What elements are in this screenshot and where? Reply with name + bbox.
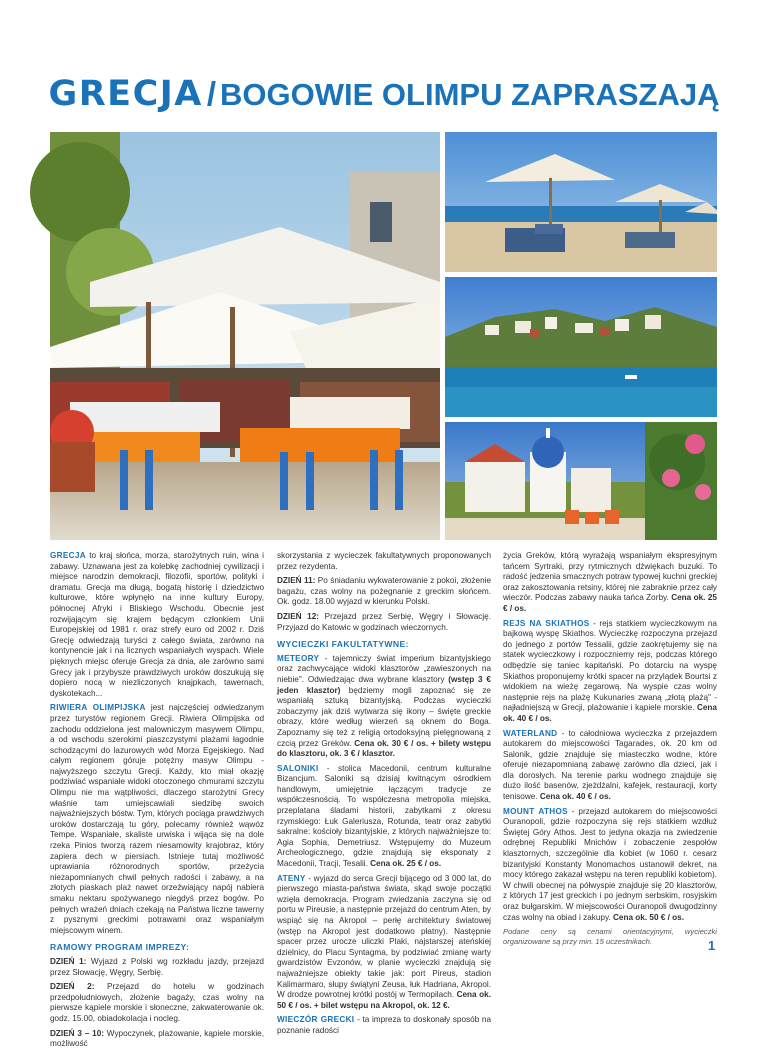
ateny-paragraph [277,874,491,1012]
ateny-highlight: ATENY [277,873,306,883]
day-1-text: Wyjazd z Polski wg rozkładu jazdy, przejazd przez Słowację, Węgry, Serbię. [50,956,264,977]
price-note: Podane ceny są cenami orientacyjnymi, wycieczki organizowane są przy min. 15 uczestnikach. [503,927,717,946]
intro-highlight: GRECJA [50,551,86,560]
day-3-text: Wypoczynek, plażowanie, kąpiele morskie, możliwość [50,1028,264,1049]
saloniki-price: Cena ok. 25 € / os. [370,859,442,869]
meteory-entry-note: (wstęp 3 € jeden klasztor) [277,674,491,695]
athos-text: - przejazd autokarem do miejscowości Ouranopoli, gdzie rozpoczyna się rejs statkiem wzdłuż Świętej Góry Athos. Jest to jedyna okazja na zwiedzenie odrębnej Republiki Mnichów i zobaczenie zespołów klasztornych, szczególnie dla kobiet (w 1060 r. cesarz bizantyjski Konstanty Monomachos ustanowił dekret, na mocy którego zakazał wstępu na teren republiki kobietom). W chwili obecnej na półwyspie znajduje się 20 klasztorów, z których 17 jest greckich i po jednym serbskim, rosyjskim oraz bułgarskim. W miejscowości Ouranopoli dwugodzinny czas wolny na obiad i zakupy. [503,806,717,922]
ateny-text: - wyjazd do serca Grecji bijącego od 3 000 lat, do pierwszego miasta-państwa świata, skąd swoje początki wzięła demokracja. Program zwiedzania zaczyna się od portu w Pireusie, a następnie przejazd do centrum Aten, by wspiąć się na Akropol – perłę architektury światowej (wstęp na Akropol jest dodatkowo płatny). Następnie spacer przez urocze uliczki Plaki, najstarszej ateńskiej dzielnicy, do Placu Syntagma, by podziwiać zmianę warty gwardzistów Evzonów, w planie wycieczki znajdują się najważniejsze obiekty takie jak: port Pireus, stadion Kalimarmaro, słupy świątyni Zeusa, łuk Hadriana, Akropol. W drodze powrotnej krótki postój w Termopilach. [277,873,491,1000]
wieczor-paragraph [277,1015,491,1036]
day-2-text: Przejazd do hotelu w godzinach przedpołudniowych, złożenie bagaży, czas wolny na pierwsze kąpiele morskie i słoneczne, zakwaterowanie ok. godz. 15.00, obiadokolacja i nocleg. [50,982,264,1023]
saloniki-highlight: SALONIKI [277,763,319,773]
waterland-price: Cena ok. 40 € / os. [539,792,611,802]
day-11-label: DZIEŃ 11: [277,576,316,586]
meteory-price: Cena ok. 30 € / os. + bilety wstępu do klasztoru, ok. 3 € / klasztor. [277,738,492,759]
meteory-paragraph [277,654,491,760]
title-main: GRECJA [48,74,203,114]
page-title [0,74,768,114]
rejs-paragraph [503,619,717,725]
athos-paragraph [503,807,717,924]
rejs-price: Cena ok. 40 € / os. [503,703,717,723]
waterland-text: - to całodniowa wycieczka z przejazdem autokarem do miejscowości Tagarades, ok. 20 km od Salonik, gdzie znajduje się miasteczko wodne, które oferuje niezapomnianą zabawę zarówno dla dzieci, jak i dla dorosłych. Na terenie parku wodnego znajduje się dużo ilość basenów, zjeżdżalni, kafejek, restauracji, korty tenisowe. [503,728,717,802]
day-12 [277,612,491,633]
title-subtitle: BOGOWIE OLIMPU ZAPRASZAJĄ [220,77,720,112]
meteory-text-2: będziemy mogli zapoznać się ze wspaniałą sztuką bizantyjską. Podczas wycieczki zobaczymy jak dziś wytwarza się ikony – święte greckie obrazy, które według wierzeń są oknem do Boga. Zapoznamy się też z religią ortodoksyjną pielęgnowaną z czcią przez Greków. [277,685,491,748]
page-number: 1 [708,938,716,953]
program-heading: RAMOWY PROGRAM IMPREZY: [50,942,190,953]
restaurant-photo [50,132,440,540]
rejs-text: - rejs statkiem wycieczkowym na bajkową wyspę Skiathos. Wycieczkę rozpoczyna przejazd do jednego z portów Tessalii, gdzie zaokrętujemy się na statek wycieczkowy i rozpoczniemy rejs, podczas którego odbędzie się taniec kapitański. Po dotarciu na wyspę Skiathos proponujemy krótki spacer na przylądek Bourtsi z widokiem na wieżę zegarową. Na wyspie czas wolny następnie rejs na plażę Kukunaries zwaną „złotą plażą" - najładniejszą w Grecji, plażowanie i kąpiele morskie. [503,618,717,713]
saloniki-paragraph [277,764,491,870]
ateny-price: Cena ok. 50 € / os. + bilet wstępu na Akropol, ok. 12 €. [277,990,491,1010]
text-column-1 [50,551,264,1054]
text-column-3 [503,551,717,951]
meteory-text: - tajemniczy świat imperium bizantyjskiego oraz zachwycające widoki klasztorów „zawieszonych na niebie". Odwiedzając dwa wybrane klasztory [277,653,491,684]
day-3-10 [50,1029,264,1050]
riviera-text: jest najczęściej odwiedzanym przez turystów regionem Grecji. Riwiera Olimpijska od zachodu oddzielona jest malowniczym masywem Olimpu, a od wschodu szerokimi piaszczystymi plażami łagodnie schodzącymi do lazurowych wód Morza Egejskiego. Nad całym regionem góruje potężny masyw Olimpu - najwyższego szczytu Grecji. Każdy, kto miał okazję podziwiać wspaniałe widoki otoczonego chmurami szczytu Olimpu nie ma wątpliwości, dlaczego starożytni Grecy właśnie tam umiejscawiali siedzibę swoich najważniejszych bóstw. Tym, których pociąga prawdziwych uroków dostarczają tu góry, polecamy również wąwóz Tempe. Wspaniałe, skaliste urwiska i wijąca się na dole rzeka Pinios tworzą razem niesamowity krajobraz, który zapiera dech w piersiach. Istnieje tutaj możliwość uprawiania różnorodnych sportów, przeżycia niezapomnianych chwil pełnych radości i zabawy, a na złotych piaskach plaż nawet orzeźwiający napój nabiera smaku nektaru spożywanego niegdyś przez bogów. Po pełnych wrażeń dniach czekają na Państwa liczne tawerny z pysznymi greckimi potrawami oraz wspaniałym miejscowym winem. [50,703,264,935]
athos-highlight: MOUNT ATHOS [503,806,568,816]
day-2-label: DZIEŃ 2: [50,982,95,992]
title-slash: / [206,75,217,112]
continuation-text: skorzystania z wycieczek fakultatywnych proponowanych przez rezydenta. [277,551,491,571]
optional-trips-heading: WYCIECZKI FAKULTATYWNE: [277,639,409,650]
day-11 [277,576,491,608]
riviera-highlight: RIWIERA OLIMPIJSKA [50,703,146,713]
riviera-paragraph [50,703,264,936]
athos-price: Cena ok. 50 € / os. [612,912,684,922]
church-photo [445,422,717,540]
day-3-label: DZIEŃ 3 – 10: [50,1028,104,1038]
text-column-2 [277,551,491,1041]
day-12-text: Przejazd przez Serbię, Węgry i Słowację. Przyjazd do Katowic w godzinach wieczornych. [277,611,492,632]
day-11-text: Po śniadaniu wykwaterowanie z pokoi, złożenie bagażu, czas wolny na pożegnanie z greckim słońcem. Ok. godz. 18.00 wyjazd w kierunku Polski. [277,576,492,607]
day-1 [50,957,264,978]
intro-text: to kraj słońca, morza, starożytnych ruin, wina i zabawy. Uznawana jest za kolebkę zachodniej cywilizacji i miejsce narodzin demokracji, filozofii, sportów, polityki i dramatu. Grecja ma długą, bogatą historię i dziedzictwo kulturowe, które wpłynęło na inne kultury Europy, północnej Afryki i Bliskiego Wschodu. Obecnie jest rozwijającym się krajem będącym członkiem Unii Europejskiej od 1981 r. oraz strefy euro od 2002 r. Dziś Grecję odwiedzają turyści z całego świata, zarówno na kontynencie jak i na licznych wspaniałych wyspach. Wiele pięknych miejsc oferuje Grecja za dnia, ale zarówno sami Grecy jak i przybysze prawdziwych uroków doszukują się dopiero nocą w niezliczonych knajpkach, tawernach, dyskotekach... [50,551,264,698]
wieczor-text: - ta impreza to doskonały sposób na poznanie radości [277,1015,491,1035]
wieczor-cont-text: życia Greków, którą wyrażają wspaniałym ekspresyjnym tańcem Syrtraki, przy rytmicznych dźwiękach buzuki. To radość jedzenia smacznych potraw typowej kuchni greckiej oraz zakosztowania retsiny, której nie zabraknie przez cały wieczór. Podczas zabawy nauka tańca Zorby. [503,551,717,603]
day-1-label: DZIEŃ 1: [50,956,87,966]
wieczor-continuation [503,551,717,615]
coast-photo [445,277,717,417]
day-12-label: DZIEŃ 12: [277,611,320,621]
beach-photo [445,132,717,272]
meteory-highlight: METEORY [277,653,320,663]
day-2 [50,982,264,1024]
waterland-highlight: WATERLAND [503,728,558,738]
intro-paragraph [50,551,264,699]
saloniki-text: - stolica Macedonii, centrum kulturalne Bizancjum. Saloniki są dzisiaj kwitnącym ośrodkiem handlowym, umiejętnie łączącym tradycje ze współczesnością. To współczesna metropolia miejska, przeplatana śladami historii, zabytkami z okresu rzymskiego: Łuk Galeriusza, Rotunda, teatr oraz zabytki sakralne: kościoły bizantyjskie, z których najważniejsze to: Agia Sophia, Demetriusz. Wstępujemy do Muzeum Archeologicznego, gdzie znajdują się eksponaty z Macedonii, Tracji, Tesalii. [277,763,491,869]
wieczor-highlight: WIECZÓR GRECKI [277,1015,355,1025]
waterland-paragraph [503,729,717,803]
rejs-highlight: REJS NA SKIATHOS [503,618,590,628]
wieczor-price: Cena ok. 25 € / os. [503,593,717,613]
